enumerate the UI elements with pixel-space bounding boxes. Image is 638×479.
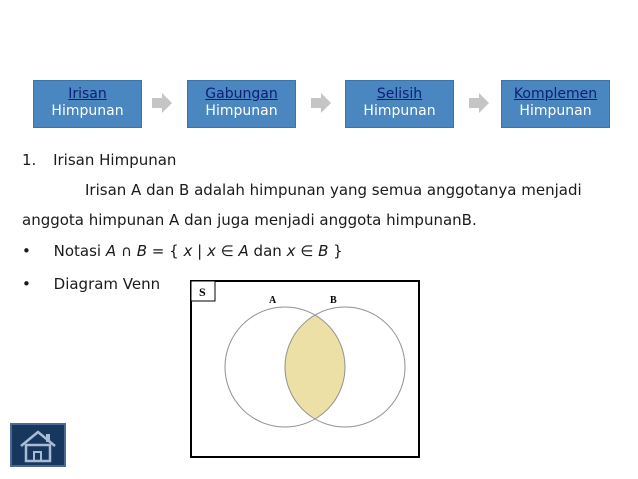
math-b2: B (318, 242, 329, 260)
math-x2: x (206, 242, 216, 260)
arrow-icon (310, 92, 332, 114)
arrow-icon (151, 92, 173, 114)
nav-komplemen-sub: Himpunan (519, 103, 592, 119)
math-close: } (333, 242, 343, 260)
math-x1: x (183, 242, 193, 260)
paragraph-line-1: Irisan A dan B adalah himpunan yang semua anggotanya menjadi (85, 181, 582, 199)
nav-irisan-sub: Himpunan (51, 103, 124, 119)
nav-irisan-link[interactable]: Irisan (68, 86, 107, 102)
set-a-label: A (269, 295, 277, 306)
math-dan: dan (253, 242, 282, 260)
nav-gabungan-link[interactable]: Gabungan (205, 86, 278, 102)
nav-irisan[interactable] (33, 80, 142, 128)
section-heading (22, 151, 176, 169)
math-a: A (105, 242, 117, 260)
nav-selisih-sub: Himpunan (363, 103, 436, 119)
math-a2: A (238, 242, 249, 260)
universe-label: S (199, 285, 206, 299)
math-x3: x (286, 242, 296, 260)
set-b-label: B (330, 295, 337, 306)
diagram-label: Diagram Venn (53, 275, 161, 293)
home-icon (12, 425, 64, 465)
arrow-icon (468, 92, 490, 114)
diagram-line (22, 275, 160, 293)
paragraph-line-2: anggota himpunan A dan juga menjadi anggota himpunanB. (22, 211, 477, 229)
home-button[interactable] (10, 423, 66, 467)
math-bar: | (197, 242, 203, 260)
nav-gabungan-sub: Himpunan (205, 103, 278, 119)
bullet: • (22, 242, 31, 260)
nav-selisih-link[interactable]: Selisih (376, 86, 423, 102)
nav-komplemen-link[interactable]: Komplemen (513, 86, 598, 102)
nav-gabungan[interactable] (187, 80, 296, 128)
bullet: • (22, 275, 31, 293)
notasi-label: Notasi (53, 242, 102, 260)
venn-diagram (190, 280, 420, 458)
heading-text: Irisan Himpunan (53, 151, 177, 169)
math-b: B (136, 242, 147, 260)
heading-number: 1. (22, 151, 37, 169)
math-in2: ∈ (300, 242, 314, 260)
notation-line (22, 242, 343, 260)
nav-komplemen[interactable] (501, 80, 610, 128)
math-cap: ∩ (120, 242, 132, 260)
math-eq: = { (151, 242, 179, 260)
math-in1: ∈ (220, 242, 234, 260)
nav-selisih[interactable] (345, 80, 454, 128)
